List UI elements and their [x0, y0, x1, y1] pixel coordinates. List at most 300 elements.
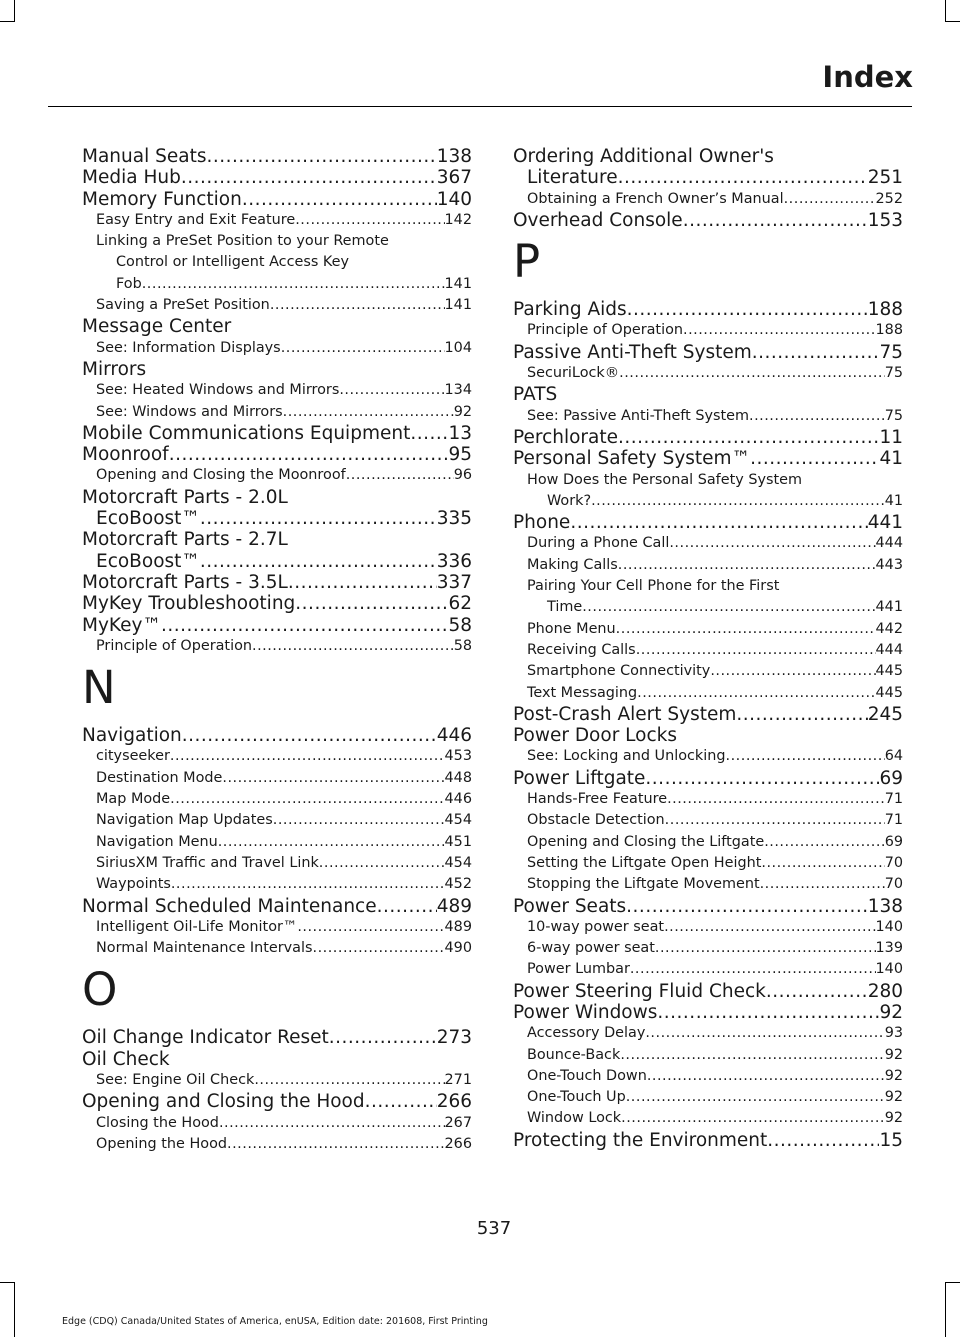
index-subentry [82, 636, 472, 657]
page-reference: 11 [879, 426, 903, 448]
page-reference: 445 [875, 663, 903, 680]
index-subentry [82, 1134, 472, 1155]
page-reference: 142 [444, 211, 472, 228]
dot-leader [647, 1066, 885, 1087]
index-entry [513, 448, 903, 469]
entry-text: Easy Entry and Exit Feature [96, 211, 296, 228]
dot-leader [760, 874, 885, 895]
index-entry [513, 725, 903, 746]
entry-text: Principle of Operation [96, 637, 252, 654]
crop-mark [14, 0, 15, 22]
dot-leader [171, 874, 445, 895]
index-subentry [513, 1087, 903, 1108]
index-subentry [513, 189, 903, 210]
index-entry [82, 359, 472, 380]
entry-text: Power Door Locks [513, 725, 678, 747]
entry-text: Power Windows [513, 1001, 658, 1023]
entry-text: Phone [513, 512, 571, 534]
page-reference: 444 [875, 641, 903, 658]
entry-text: Post-Crash Alert System [513, 703, 737, 725]
page-reference: 92 [884, 1067, 903, 1084]
page-reference: 448 [444, 769, 472, 786]
dot-leader [636, 640, 876, 661]
index-entry [513, 384, 903, 405]
page-reference: 104 [444, 339, 472, 356]
index-entry [513, 1002, 903, 1023]
entry-text: Work? [547, 492, 592, 509]
page-reference: 273 [436, 1027, 472, 1049]
index-entry [513, 210, 903, 231]
index-entry [82, 725, 472, 746]
entry-text: Bounce-Back [527, 1046, 621, 1063]
dot-leader [319, 853, 445, 874]
page-reference: 153 [867, 209, 903, 231]
index-entry [82, 167, 472, 188]
index-subentry [82, 210, 472, 231]
index-entry [82, 551, 472, 572]
dot-leader [346, 465, 454, 486]
dot-leader [618, 427, 879, 448]
index-subentry [82, 874, 472, 895]
index-subentry [82, 338, 472, 359]
page-reference: 442 [875, 620, 903, 637]
index-entry [82, 572, 472, 593]
entry-text: Control or Intelligent Access Key [116, 254, 349, 271]
page-reference: 138 [436, 146, 472, 167]
index-subentry [513, 1108, 903, 1129]
entry-text: Destination Mode [96, 769, 223, 786]
page-reference: 446 [444, 791, 472, 808]
entry-text: Mirrors [82, 358, 147, 380]
index-entry [82, 487, 472, 508]
entry-text: Moonroof [82, 444, 169, 466]
dot-leader [710, 661, 875, 682]
dot-leader [377, 896, 437, 917]
dot-leader [620, 1045, 884, 1066]
page-reference: 69 [879, 767, 903, 789]
index-subentry [513, 746, 903, 767]
page-reference: 71 [884, 812, 903, 829]
index-subentry [82, 938, 472, 959]
index-entry [513, 342, 903, 363]
page-reference: 138 [867, 895, 903, 917]
index-entry [513, 167, 903, 188]
entry-text: EcoBoost™ [96, 550, 200, 572]
page-reference: 92 [884, 1089, 903, 1106]
entry-text: Intelligent Oil-Life Monitor™ [96, 918, 298, 935]
page-reference: 454 [444, 854, 472, 871]
page-reference: 92 [879, 1001, 903, 1023]
entry-text: Oil Change Indicator Reset [82, 1027, 329, 1049]
dot-leader [339, 380, 444, 401]
crop-mark [14, 1282, 15, 1337]
page-reference: 336 [436, 550, 472, 572]
dot-leader [726, 746, 885, 767]
page-reference: 335 [436, 508, 472, 530]
entry-text: Message Center [82, 316, 232, 338]
page-reference: 62 [448, 593, 472, 615]
entry-text: Normal Scheduled Maintenance [82, 895, 377, 917]
dot-leader [683, 210, 868, 231]
page-reference: 444 [875, 535, 903, 552]
page-reference: 75 [879, 341, 903, 363]
page-reference: 251 [867, 167, 903, 189]
index-subentry [513, 938, 903, 959]
index-entry [513, 896, 903, 917]
entry-text: One-Touch Down [527, 1067, 647, 1084]
index-subentry [82, 402, 472, 423]
crop-mark [945, 21, 960, 22]
dot-leader [626, 1087, 885, 1108]
entry-text: Power Lumbar [527, 961, 630, 978]
entry-text: Overhead Console [513, 209, 683, 231]
index-entry [513, 427, 903, 448]
page-reference: 280 [867, 980, 903, 1002]
dot-leader [752, 342, 880, 363]
index-subentry [82, 768, 472, 789]
index-subentry [513, 491, 903, 512]
page-reference: 15 [879, 1129, 903, 1151]
section-letter: O [82, 963, 118, 1017]
page-reference: 267 [444, 1114, 472, 1131]
index-subentry [82, 1113, 472, 1134]
index-subentry [513, 533, 903, 554]
page-reference: 75 [884, 407, 903, 424]
index-subentry [513, 1045, 903, 1066]
entry-text: Ordering Additional Owner's [513, 146, 774, 167]
dot-leader [181, 167, 437, 188]
index-entry [82, 316, 472, 337]
dot-leader [761, 853, 884, 874]
page-reference: 441 [875, 599, 903, 616]
index-subentry [513, 810, 903, 831]
entry-text: Parking Aids [513, 299, 627, 321]
dot-leader [749, 406, 885, 427]
index-subentry [513, 853, 903, 874]
dot-leader [582, 597, 875, 618]
dot-leader [664, 917, 875, 938]
index-subentry [82, 380, 472, 401]
dot-leader [365, 1091, 437, 1112]
entry-text: Navigation Map Updates [96, 812, 273, 829]
entry-text: Smartphone Connectivity [527, 663, 711, 680]
entry-text: Personal Safety System™ [513, 448, 751, 470]
index-entry [513, 704, 903, 725]
index-column-left [82, 146, 472, 1155]
entry-text: Stopping the Liftgate Movement [527, 876, 760, 893]
dot-leader [270, 295, 445, 316]
entry-text: Opening and Closing the Moonroof [96, 467, 346, 484]
dot-leader [626, 896, 868, 917]
entry-text: Setting the Liftgate Open Height [527, 854, 762, 871]
dot-leader [784, 189, 876, 210]
dot-leader [410, 423, 448, 444]
entry-text: See: Engine Oil Check [96, 1071, 255, 1088]
entry-text: Fob [116, 275, 142, 292]
entry-text: See: Windows and Mirrors [96, 403, 283, 420]
entry-text: Opening the Hood [96, 1135, 228, 1152]
page-reference: 452 [444, 876, 472, 893]
dot-leader [665, 810, 885, 831]
index-subentry [513, 640, 903, 661]
page-reference: 140 [875, 918, 903, 935]
dot-leader [616, 619, 876, 640]
index-subentry [513, 683, 903, 704]
dot-leader [182, 725, 437, 746]
entry-text: Waypoints [96, 876, 171, 893]
index-subentry [513, 661, 903, 682]
page-reference: 69 [884, 833, 903, 850]
index-subentry [513, 555, 903, 576]
index-entry [513, 1130, 903, 1151]
page-reference: 13 [448, 422, 472, 444]
dot-leader [766, 981, 868, 1002]
entry-text: MyKey™ [82, 614, 161, 636]
dot-leader [222, 768, 444, 789]
page-reference: 141 [444, 275, 472, 292]
dot-leader [645, 1023, 884, 1044]
section-letter: P [513, 235, 541, 289]
dot-leader [637, 683, 875, 704]
dot-leader [142, 274, 445, 295]
entry-text: Obstacle Detection [527, 812, 665, 829]
dot-leader [288, 572, 437, 593]
entry-text: Text Messaging [527, 684, 638, 701]
page-reference: 134 [444, 382, 472, 399]
dot-leader [683, 320, 876, 341]
entry-text: SecuriLock® [527, 365, 620, 382]
index-subentry [82, 465, 472, 486]
page-number: 537 [476, 1218, 512, 1239]
index-entry [513, 768, 903, 789]
page-reference: 367 [436, 167, 472, 189]
entry-text: Manual Seats [82, 146, 207, 167]
entry-text: Memory Function [82, 188, 242, 210]
entry-text: Map Mode [96, 791, 171, 808]
dot-leader [313, 938, 445, 959]
index-subentry [513, 874, 903, 895]
page-reference: 441 [867, 512, 903, 534]
entry-text: cityseeker [96, 748, 170, 765]
page-reference: 454 [444, 812, 472, 829]
page-reference: 71 [884, 791, 903, 808]
entry-text: Power Liftgate [513, 767, 646, 789]
index-entry [82, 1091, 472, 1112]
entry-text: Media Hub [82, 167, 181, 189]
dot-leader [669, 533, 875, 554]
page-reference: 445 [875, 684, 903, 701]
page-reference: 141 [444, 297, 472, 314]
entry-text: Receiving Calls [527, 641, 636, 658]
entry-text: Window Lock [527, 1110, 622, 1127]
entry-text: MyKey Troubleshooting [82, 593, 296, 615]
entry-text: Opening and Closing the Hood [82, 1091, 365, 1113]
page-reference: 92 [453, 403, 472, 420]
index-entry [513, 146, 903, 167]
dot-leader [242, 189, 437, 210]
entry-text: Passive Anti-Theft System [513, 341, 752, 363]
section-letter: N [82, 661, 116, 715]
dot-leader [618, 555, 876, 576]
entry-text: Obtaining a French Owner’s Manual [527, 190, 784, 207]
entry-text: Navigation Menu [96, 833, 218, 850]
page-reference: 245 [867, 703, 903, 725]
index-entry [82, 615, 472, 636]
index-subentry [513, 363, 903, 384]
header-rule [48, 106, 912, 107]
dot-leader [764, 832, 884, 853]
page-reference: 140 [436, 188, 472, 210]
dot-leader [591, 491, 885, 512]
entry-text: 10-way power seat [527, 918, 665, 935]
page-reference: 92 [884, 1110, 903, 1127]
dot-leader [170, 746, 445, 767]
dot-leader [736, 704, 867, 725]
entry-text: Navigation [82, 725, 182, 747]
entry-text: See: Heated Windows and Mirrors [96, 382, 340, 399]
index-subentry [82, 853, 472, 874]
entry-text: 6-way power seat [527, 940, 655, 957]
page-reference: 58 [453, 637, 472, 654]
entry-text: Saving a PreSet Position [96, 297, 270, 314]
entry-text: Motorcraft Parts - 2.0L [82, 486, 288, 508]
index-entry [82, 529, 472, 550]
dot-leader [170, 789, 444, 810]
page-reference: 93 [884, 1025, 903, 1042]
index-entry [513, 981, 903, 1002]
dot-leader [667, 789, 885, 810]
page-reference: 70 [884, 876, 903, 893]
index-subentry [513, 959, 903, 980]
entry-text: Pairing Your Cell Phone for the First [527, 578, 780, 595]
crop-mark [945, 1282, 946, 1337]
index-subentry [513, 789, 903, 810]
entry-text: During a Phone Call [527, 535, 670, 552]
entry-text: Motorcraft Parts - 3.5L [82, 571, 288, 593]
page-reference: 451 [444, 833, 472, 850]
dot-leader [767, 1130, 879, 1151]
index-entry [82, 146, 472, 167]
index-entry [82, 1027, 472, 1048]
page-reference: 41 [879, 448, 903, 470]
dot-leader [218, 832, 445, 853]
crop-mark [0, 1282, 15, 1283]
page-reference: 75 [884, 365, 903, 382]
page-reference: 96 [453, 467, 472, 484]
index-subentry [82, 295, 472, 316]
entry-text: How Does the Personal Safety System [527, 471, 802, 488]
page-reference: 64 [884, 748, 903, 765]
index-subentry [513, 917, 903, 938]
entry-text: Mobile Communications Equipment [82, 422, 411, 444]
index-entry [82, 444, 472, 465]
entry-text: Principle of Operation [527, 322, 683, 339]
dot-leader [329, 1027, 437, 1048]
index-subentry [513, 832, 903, 853]
dot-leader [621, 1108, 885, 1129]
page-reference: 453 [444, 748, 472, 765]
dot-leader [161, 615, 449, 636]
index-subentry [82, 789, 472, 810]
index-subentry [513, 597, 903, 618]
dot-leader [273, 810, 445, 831]
entry-text: Hands-Free Feature [527, 791, 668, 808]
dot-leader [750, 448, 879, 469]
index-entry [82, 423, 472, 444]
entry-text: SiriusXM Traffic and Travel Link [96, 854, 319, 871]
index-entry [513, 512, 903, 533]
entry-text: EcoBoost™ [96, 508, 200, 530]
crop-mark [945, 1282, 960, 1283]
index-subentry [82, 274, 472, 295]
dot-leader [219, 1113, 445, 1134]
dot-leader [206, 146, 436, 167]
page-title: Index [822, 60, 913, 94]
entry-text: PATS [513, 384, 558, 406]
index-entry [82, 1049, 472, 1070]
entry-text: Phone Menu [527, 620, 616, 637]
entry-text: See: Locking and Unlocking [527, 748, 726, 765]
index-subentry [513, 1023, 903, 1044]
page-reference: 443 [875, 556, 903, 573]
page-reference: 41 [884, 492, 903, 509]
dot-leader [297, 917, 444, 938]
index-subentry [513, 320, 903, 341]
dot-leader [295, 593, 448, 614]
entry-text: See: Information Displays [96, 339, 281, 356]
index-subentry [82, 231, 472, 252]
index-subentry [82, 917, 472, 938]
page-reference: 58 [448, 614, 472, 636]
index-subentry [513, 619, 903, 640]
dot-leader [619, 363, 885, 384]
entry-text: Linking a PreSet Position to your Remote [96, 233, 389, 250]
page-reference: 188 [875, 322, 903, 339]
entry-text: Oil Check [82, 1048, 170, 1070]
dot-leader [645, 768, 879, 789]
entry-text: Literature [527, 167, 618, 189]
page-reference: 446 [436, 725, 472, 747]
entry-text: Accessory Delay [527, 1025, 646, 1042]
entry-text: See: Passive Anti-Theft System [527, 407, 749, 424]
index-entry [82, 896, 472, 917]
dot-leader [252, 636, 454, 657]
index-subentry [513, 576, 903, 597]
index-subentry [82, 810, 472, 831]
entry-text: Normal Maintenance Intervals [96, 940, 313, 957]
index-subentry [513, 1066, 903, 1087]
crop-mark [0, 21, 15, 22]
index-subentry [513, 470, 903, 491]
entry-text: Power Steering Fluid Check [513, 980, 766, 1002]
index-column-right [513, 146, 903, 1151]
entry-text: One-Touch Up [527, 1089, 626, 1106]
dot-leader [227, 1134, 445, 1155]
page-reference: 252 [875, 190, 903, 207]
index-subentry [82, 1070, 472, 1091]
entry-text: Protecting the Environment [513, 1129, 768, 1151]
entry-text: Time [547, 599, 583, 616]
dot-leader [618, 167, 868, 188]
dot-leader [200, 551, 437, 572]
dot-leader [627, 299, 868, 320]
page-reference: 489 [444, 918, 472, 935]
footer-edition: Edge (CDQ) Canada/United States of America, enUSA, Edition date: 201608, First Printing [62, 1316, 488, 1327]
index-entry [513, 299, 903, 320]
index-subentry [82, 252, 472, 273]
page-reference: 266 [436, 1091, 472, 1113]
dot-leader [295, 210, 444, 231]
